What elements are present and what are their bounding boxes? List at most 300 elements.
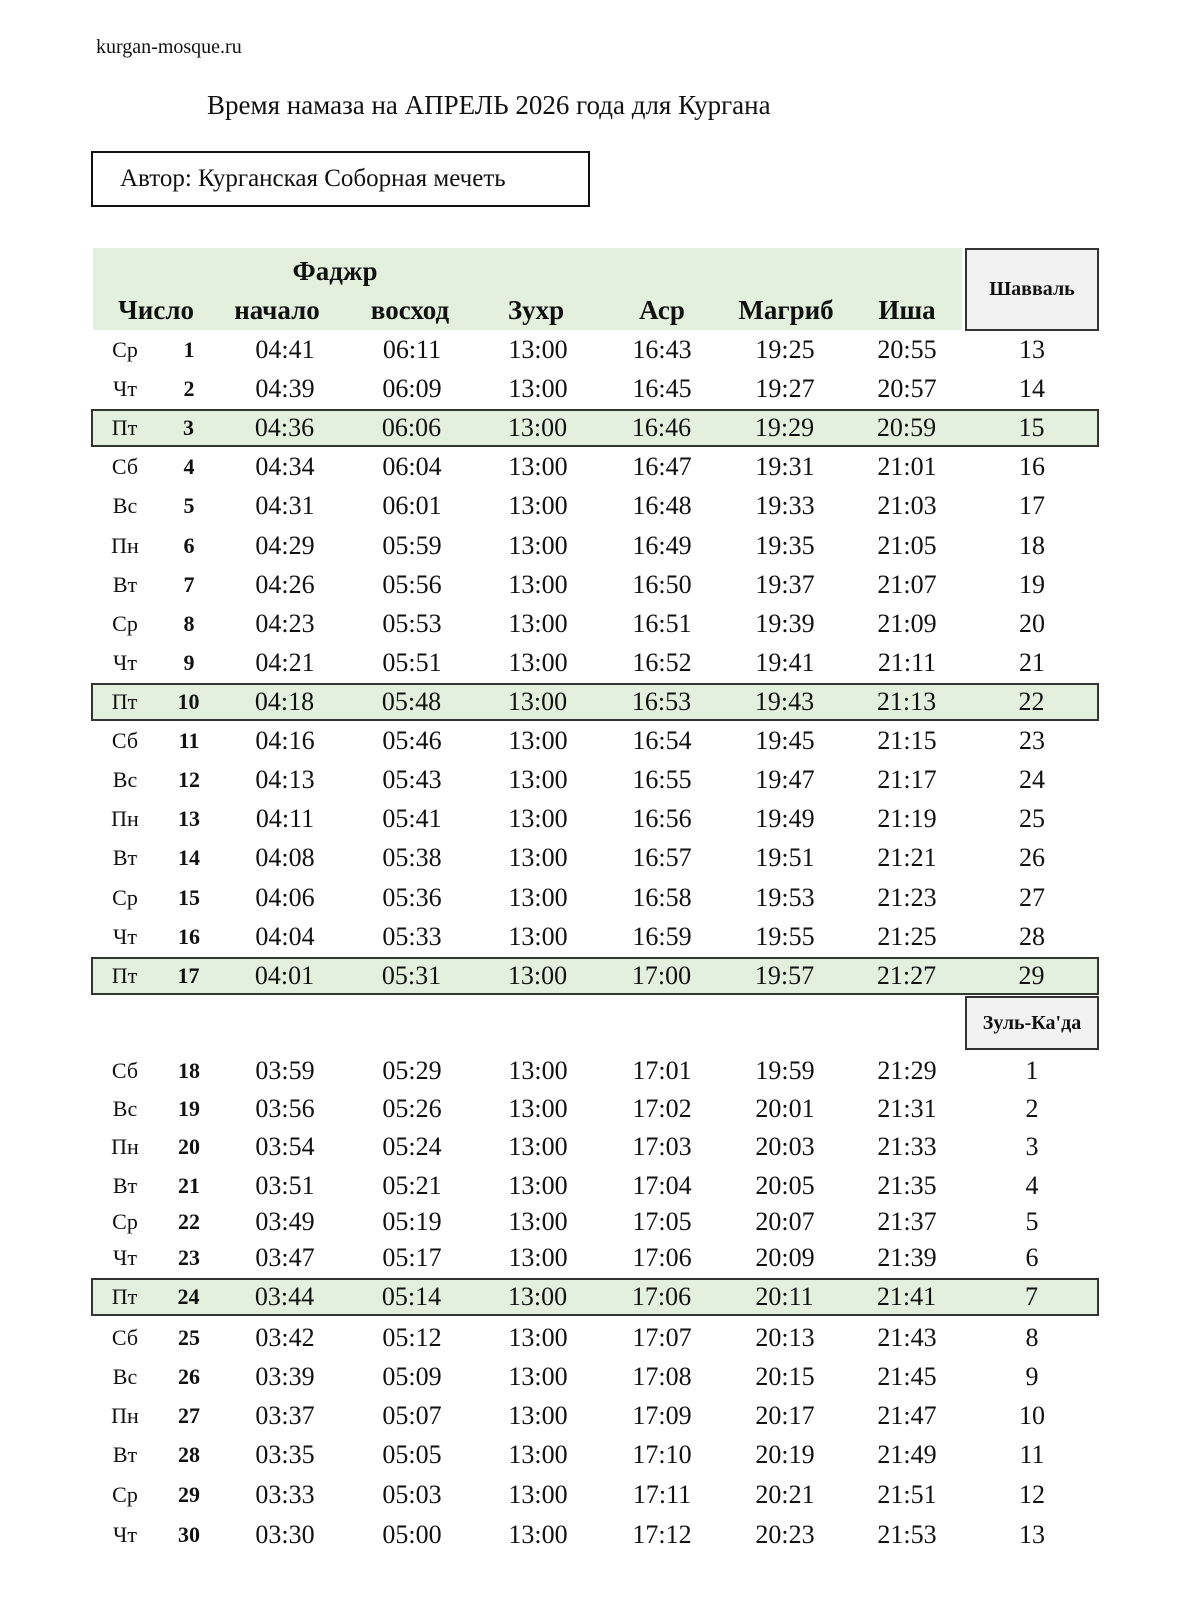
hijri-day: 8 — [1025, 1323, 1039, 1352]
hijri-day: 28 — [1019, 922, 1045, 951]
day-number: 21 — [178, 1173, 200, 1198]
isha-time: 21:19 — [877, 804, 937, 833]
fajr-time: 04:34 — [255, 452, 315, 481]
isha-time: 20:57 — [877, 374, 937, 403]
author-box — [91, 151, 590, 207]
isha-time: 21:41 — [876, 1282, 937, 1311]
day-number: 17 — [177, 963, 200, 988]
table-row — [91, 918, 1099, 956]
hijri-day: 2 — [1025, 1094, 1039, 1123]
day-of-week: Сб — [111, 728, 139, 753]
asr-time: 17:02 — [632, 1094, 692, 1123]
day-of-week: Сб — [111, 454, 139, 479]
isha-time: 21:43 — [877, 1323, 937, 1352]
month-label-shawwal: Шавваль — [989, 278, 1075, 300]
day-number: 16 — [178, 924, 200, 949]
day-of-week: Пт — [111, 1284, 138, 1309]
zuhr-time: 13:00 — [508, 1520, 568, 1549]
maghrib-time: 20:01 — [755, 1094, 815, 1123]
zuhr-time: 13:00 — [508, 609, 568, 638]
header-asr: Аср — [639, 295, 685, 325]
maghrib-time: 19:47 — [755, 765, 815, 794]
day-number: 27 — [178, 1403, 200, 1428]
table-row — [91, 879, 1099, 917]
asr-time: 17:09 — [632, 1401, 692, 1430]
hijri-day: 7 — [1025, 1282, 1038, 1311]
table-row — [91, 448, 1099, 486]
table-row — [91, 1397, 1099, 1435]
day-number: 3 — [183, 415, 194, 440]
day-of-week: Ср — [112, 885, 138, 910]
day-of-week: Сб — [111, 1325, 139, 1350]
day-number: 13 — [178, 806, 200, 831]
day-of-week: Пн — [111, 533, 139, 558]
day-number: 28 — [178, 1442, 200, 1467]
day-number: 29 — [178, 1482, 200, 1507]
sunrise-time: 06:01 — [382, 491, 442, 520]
isha-time: 21:05 — [877, 531, 937, 560]
sunrise-time: 05:00 — [382, 1520, 442, 1549]
maghrib-time: 20:17 — [755, 1401, 815, 1430]
zuhr-time: 13:00 — [508, 922, 568, 951]
zuhr-time: 13:00 — [508, 452, 568, 481]
asr-time: 17:08 — [632, 1362, 692, 1391]
zuhr-time: 13:00 — [508, 726, 568, 755]
table-row — [91, 644, 1099, 682]
maghrib-time: 19:39 — [755, 609, 815, 638]
asr-time: 16:53 — [631, 687, 692, 716]
day-number: 18 — [178, 1058, 200, 1083]
day-of-week: Ср — [112, 1209, 138, 1234]
maghrib-time: 19:33 — [755, 491, 815, 520]
hijri-day: 20 — [1019, 609, 1045, 638]
isha-time: 21:03 — [877, 491, 937, 520]
fajr-time: 04:36 — [254, 413, 315, 442]
sunrise-time: 05:38 — [382, 843, 442, 872]
maghrib-time: 20:03 — [755, 1132, 815, 1161]
day-number: 20 — [178, 1134, 200, 1159]
isha-time: 21:01 — [877, 452, 937, 481]
zuhr-time: 13:00 — [508, 1401, 568, 1430]
hijri-day: 3 — [1025, 1132, 1039, 1161]
asr-time: 17:11 — [632, 1480, 692, 1509]
sunrise-time: 06:06 — [381, 413, 442, 442]
hijri-day: 29 — [1018, 961, 1045, 990]
hijri-day: 22 — [1018, 687, 1045, 716]
table-row — [91, 1319, 1099, 1357]
hijri-day: 18 — [1019, 531, 1045, 560]
day-of-week: Чт — [113, 376, 137, 401]
sunrise-time: 05:31 — [381, 961, 442, 990]
day-number: 10 — [177, 689, 200, 714]
zuhr-time: 13:00 — [508, 883, 568, 912]
asr-time: 17:07 — [632, 1323, 692, 1352]
fajr-time: 04:11 — [255, 804, 315, 833]
zuhr-time: 13:00 — [508, 1094, 568, 1123]
maghrib-time: 19:41 — [755, 648, 815, 677]
fajr-time: 03:42 — [255, 1323, 315, 1352]
hijri-day: 19 — [1019, 570, 1045, 599]
maghrib-time: 20:05 — [755, 1171, 815, 1200]
day-number: 1 — [183, 337, 195, 362]
isha-time: 21:47 — [877, 1401, 937, 1430]
isha-time: 21:45 — [877, 1362, 937, 1391]
zuhr-time: 13:00 — [508, 1440, 568, 1469]
hijri-day: 10 — [1019, 1401, 1045, 1430]
asr-time: 17:06 — [631, 1282, 692, 1311]
sunrise-time: 05:19 — [382, 1207, 442, 1236]
hijri-day: 24 — [1019, 765, 1045, 794]
day-of-week: Пт — [111, 963, 138, 988]
isha-time: 21:29 — [877, 1056, 937, 1085]
fajr-time: 04:21 — [255, 648, 315, 677]
sunrise-time: 05:17 — [382, 1243, 442, 1272]
table-row — [91, 722, 1099, 760]
maghrib-time: 19:51 — [755, 843, 815, 872]
day-of-week: Вт — [112, 1442, 138, 1467]
sunrise-time: 05:36 — [382, 883, 442, 912]
table-row — [91, 761, 1099, 799]
hijri-day: 4 — [1025, 1171, 1039, 1200]
maghrib-time: 19:43 — [754, 687, 815, 716]
table-row — [91, 1090, 1099, 1128]
maghrib-time: 19:57 — [754, 961, 815, 990]
isha-time: 21:33 — [877, 1132, 937, 1161]
hijri-day: 23 — [1019, 726, 1045, 755]
isha-time: 21:15 — [877, 726, 937, 755]
day-of-week: Вс — [112, 1364, 138, 1389]
sunrise-time: 05:48 — [381, 687, 442, 716]
asr-time: 16:51 — [632, 609, 692, 638]
hijri-day: 17 — [1019, 491, 1045, 520]
maghrib-time: 20:11 — [755, 1282, 814, 1311]
zuhr-time: 13:00 — [508, 648, 568, 677]
header-nachalo: начало — [234, 295, 320, 325]
day-number: 22 — [178, 1209, 200, 1234]
maghrib-time: 20:09 — [755, 1243, 815, 1272]
hijri-day: 11 — [1019, 1440, 1045, 1469]
isha-time: 21:37 — [877, 1207, 937, 1236]
day-of-week: Ср — [112, 611, 138, 636]
asr-time: 16:45 — [632, 374, 692, 403]
fajr-time: 04:08 — [255, 843, 315, 872]
day-number: 19 — [178, 1096, 200, 1121]
asr-time: 16:57 — [632, 843, 692, 872]
isha-time: 21:23 — [877, 883, 937, 912]
zuhr-time: 13:00 — [508, 1480, 568, 1509]
maghrib-time: 20:19 — [755, 1440, 815, 1469]
sunrise-time: 05:12 — [382, 1323, 442, 1352]
asr-time: 16:55 — [632, 765, 692, 794]
hijri-day: 1 — [1025, 1056, 1039, 1085]
sunrise-time: 05:03 — [382, 1480, 442, 1509]
table-row — [91, 1516, 1099, 1554]
fajr-time: 03:33 — [255, 1480, 315, 1509]
day-of-week: Сб — [111, 1058, 139, 1083]
day-number: 2 — [183, 376, 195, 401]
day-number: 26 — [178, 1364, 200, 1389]
isha-time: 21:53 — [877, 1520, 937, 1549]
table-row — [91, 800, 1099, 838]
zuhr-time: 13:00 — [507, 961, 568, 990]
sunrise-time: 05:29 — [382, 1056, 442, 1085]
hijri-day: 16 — [1019, 452, 1045, 481]
zuhr-time: 13:00 — [508, 491, 568, 520]
table-row-friday — [91, 683, 1099, 721]
day-number: 5 — [183, 493, 195, 518]
table-row-friday — [91, 1278, 1099, 1316]
isha-time: 21:07 — [877, 570, 937, 599]
isha-time: 21:25 — [877, 922, 937, 951]
month-header-dhul-qadah — [965, 996, 1099, 1050]
fajr-time: 03:37 — [255, 1401, 315, 1430]
asr-time: 17:12 — [632, 1520, 692, 1549]
hijri-day: 13 — [1019, 1520, 1045, 1549]
fajr-time: 04:18 — [254, 687, 315, 716]
isha-time: 21:35 — [877, 1171, 937, 1200]
table-row — [91, 1167, 1099, 1205]
table-row — [91, 1436, 1099, 1474]
isha-time: 21:31 — [877, 1094, 937, 1123]
sunrise-time: 05:51 — [382, 648, 442, 677]
table-row — [91, 1358, 1099, 1396]
isha-time: 21:21 — [877, 843, 937, 872]
sunrise-time: 05:24 — [382, 1132, 442, 1161]
zuhr-time: 13:00 — [508, 1056, 568, 1085]
maghrib-time: 19:27 — [755, 374, 815, 403]
table-row — [91, 527, 1099, 565]
sunrise-time: 05:46 — [382, 726, 442, 755]
hijri-day: 15 — [1018, 413, 1045, 442]
sunrise-time: 05:59 — [382, 531, 442, 560]
asr-time: 16:52 — [632, 648, 692, 677]
zuhr-time: 13:00 — [508, 531, 568, 560]
asr-time: 17:03 — [632, 1132, 692, 1161]
fajr-time: 03:49 — [255, 1207, 315, 1236]
zuhr-time: 13:00 — [508, 1243, 568, 1272]
asr-time: 17:06 — [632, 1243, 692, 1272]
header-isha: Иша — [878, 295, 936, 325]
isha-time: 20:59 — [876, 413, 937, 442]
day-of-week: Чт — [113, 1522, 137, 1547]
day-of-week: Вс — [112, 1096, 138, 1121]
table-row — [91, 331, 1099, 369]
table-row — [91, 1203, 1099, 1241]
maghrib-time: 19:35 — [755, 531, 815, 560]
day-of-week: Чт — [113, 924, 137, 949]
day-of-week: Вт — [112, 1173, 138, 1198]
header-zuhr: Зухр — [507, 295, 565, 325]
day-number: 4 — [183, 454, 195, 479]
maghrib-time: 20:23 — [755, 1520, 815, 1549]
day-of-week: Пн — [111, 1134, 139, 1159]
day-number: 23 — [178, 1245, 200, 1270]
asr-time: 16:47 — [632, 452, 692, 481]
day-of-week: Пн — [111, 806, 139, 831]
fajr-time: 03:59 — [255, 1056, 315, 1085]
sunrise-time: 05:41 — [382, 804, 442, 833]
maghrib-time: 19:49 — [755, 804, 815, 833]
day-of-week: Пт — [111, 689, 138, 714]
asr-time: 16:46 — [631, 413, 692, 442]
day-number: 11 — [178, 728, 200, 753]
day-of-week: Вт — [112, 572, 138, 597]
zuhr-time: 13:00 — [508, 570, 568, 599]
isha-time: 21:27 — [876, 961, 937, 990]
day-number: 25 — [178, 1325, 200, 1350]
maghrib-time: 19:59 — [755, 1056, 815, 1085]
page-title: Время намаза на АПРЕЛЬ 2026 года для Кургана — [207, 90, 771, 120]
table-row — [91, 370, 1099, 408]
day-number: 9 — [183, 650, 195, 675]
fajr-time: 04:41 — [255, 335, 315, 364]
day-of-week: Вс — [112, 493, 138, 518]
sunrise-time: 05:53 — [382, 609, 442, 638]
day-number: 24 — [177, 1284, 200, 1309]
asr-time: 16:59 — [632, 922, 692, 951]
day-of-week: Чт — [113, 650, 137, 675]
month-label-dhul-qadah: Зуль-Ка'да — [982, 1011, 1082, 1034]
site-name: kurgan-mosque.ru — [96, 36, 242, 58]
day-number: 7 — [183, 572, 195, 597]
maghrib-time: 20:13 — [755, 1323, 815, 1352]
sunrise-time: 06:04 — [382, 452, 442, 481]
table-row — [91, 1239, 1099, 1277]
fajr-time: 04:01 — [254, 961, 315, 990]
asr-time: 17:05 — [632, 1207, 692, 1236]
maghrib-time: 19:37 — [755, 570, 815, 599]
fajr-time: 04:31 — [255, 491, 315, 520]
sunrise-time: 05:14 — [381, 1282, 442, 1311]
sunrise-time: 05:05 — [382, 1440, 442, 1469]
maghrib-time: 20:15 — [755, 1362, 815, 1391]
sunrise-time: 05:56 — [382, 570, 442, 599]
hijri-day: 27 — [1019, 883, 1045, 912]
day-of-week: Ср — [112, 337, 138, 362]
hijri-day: 6 — [1025, 1243, 1039, 1272]
hijri-day: 26 — [1019, 843, 1045, 872]
sunrise-time: 06:11 — [382, 335, 442, 364]
day-number: 6 — [183, 533, 195, 558]
isha-time: 21:13 — [876, 687, 937, 716]
author-label: Автор: Курганская Соборная мечеть — [120, 165, 506, 192]
sunrise-time: 05:43 — [382, 765, 442, 794]
zuhr-time: 13:00 — [508, 843, 568, 872]
fajr-time: 04:13 — [255, 765, 315, 794]
fajr-time: 03:54 — [255, 1132, 315, 1161]
asr-time: 17:04 — [632, 1171, 692, 1200]
zuhr-time: 13:00 — [508, 1132, 568, 1161]
zuhr-time: 13:00 — [508, 1323, 568, 1352]
maghrib-time: 19:29 — [754, 413, 815, 442]
header-maghrib: Магриб — [738, 295, 834, 325]
hijri-day: 21 — [1019, 648, 1045, 677]
isha-time: 21:39 — [877, 1243, 937, 1272]
sunrise-time: 05:26 — [382, 1094, 442, 1123]
zuhr-time: 13:00 — [508, 335, 568, 364]
table-row-friday — [91, 957, 1099, 995]
asr-time: 16:49 — [632, 531, 692, 560]
asr-time: 17:10 — [632, 1440, 692, 1469]
sunrise-time: 05:33 — [382, 922, 442, 951]
header-fajr: Фаджр — [292, 256, 378, 286]
isha-time: 21:09 — [877, 609, 937, 638]
zuhr-time: 13:00 — [507, 1282, 568, 1311]
fajr-time: 04:23 — [255, 609, 315, 638]
day-number: 8 — [183, 611, 195, 636]
isha-time: 21:49 — [877, 1440, 937, 1469]
asr-time: 16:58 — [632, 883, 692, 912]
table-row — [91, 1128, 1099, 1166]
day-of-week: Вс — [112, 767, 138, 792]
zuhr-time: 13:00 — [508, 1171, 568, 1200]
isha-time: 21:51 — [877, 1480, 937, 1509]
hijri-day: 12 — [1019, 1480, 1045, 1509]
day-number: 12 — [178, 767, 200, 792]
maghrib-time: 19:55 — [755, 922, 815, 951]
fajr-time: 03:35 — [255, 1440, 315, 1469]
day-of-week: Чт — [113, 1245, 137, 1270]
sunrise-time: 05:07 — [382, 1401, 442, 1430]
hijri-day: 14 — [1019, 374, 1045, 403]
fajr-time: 04:04 — [255, 922, 315, 951]
header-chislo: Число — [117, 295, 195, 325]
day-number: 14 — [178, 845, 200, 870]
maghrib-time: 19:53 — [755, 883, 815, 912]
table-row — [91, 1476, 1099, 1514]
fajr-time: 03:39 — [255, 1362, 315, 1391]
maghrib-time: 19:45 — [755, 726, 815, 755]
day-of-week: Вт — [112, 845, 138, 870]
fajr-time: 03:44 — [254, 1282, 315, 1311]
asr-time: 17:00 — [631, 961, 692, 990]
table-row — [91, 566, 1099, 604]
month-header-shawwal — [965, 248, 1099, 331]
fajr-time: 04:16 — [255, 726, 315, 755]
zuhr-time: 13:00 — [508, 1207, 568, 1236]
asr-time: 16:56 — [632, 804, 692, 833]
maghrib-time: 19:25 — [755, 335, 815, 364]
table-row-friday — [91, 409, 1099, 447]
isha-time: 21:11 — [877, 648, 937, 677]
asr-time: 17:01 — [632, 1056, 692, 1085]
day-of-week: Пн — [111, 1403, 139, 1428]
table-row — [91, 839, 1099, 877]
zuhr-time: 13:00 — [508, 804, 568, 833]
zuhr-time: 13:00 — [507, 413, 568, 442]
zuhr-time: 13:00 — [508, 1362, 568, 1391]
hijri-day: 13 — [1019, 335, 1045, 364]
hijri-day: 9 — [1025, 1362, 1039, 1391]
fajr-time: 04:06 — [255, 883, 315, 912]
zuhr-time: 13:00 — [508, 374, 568, 403]
sunrise-time: 06:09 — [382, 374, 442, 403]
isha-time: 20:55 — [877, 335, 937, 364]
day-number: 30 — [178, 1522, 200, 1547]
fajr-time: 03:30 — [255, 1520, 315, 1549]
isha-time: 21:17 — [877, 765, 937, 794]
asr-time: 16:54 — [632, 726, 692, 755]
sunrise-time: 05:21 — [382, 1171, 442, 1200]
header-voskhod: восход — [370, 295, 450, 325]
asr-time: 16:50 — [632, 570, 692, 599]
zuhr-time: 13:00 — [508, 765, 568, 794]
hijri-day: 5 — [1025, 1207, 1039, 1236]
table-row — [91, 1052, 1099, 1090]
fajr-time: 03:47 — [255, 1243, 315, 1272]
maghrib-time: 20:21 — [755, 1480, 815, 1509]
fajr-time: 04:29 — [255, 531, 315, 560]
